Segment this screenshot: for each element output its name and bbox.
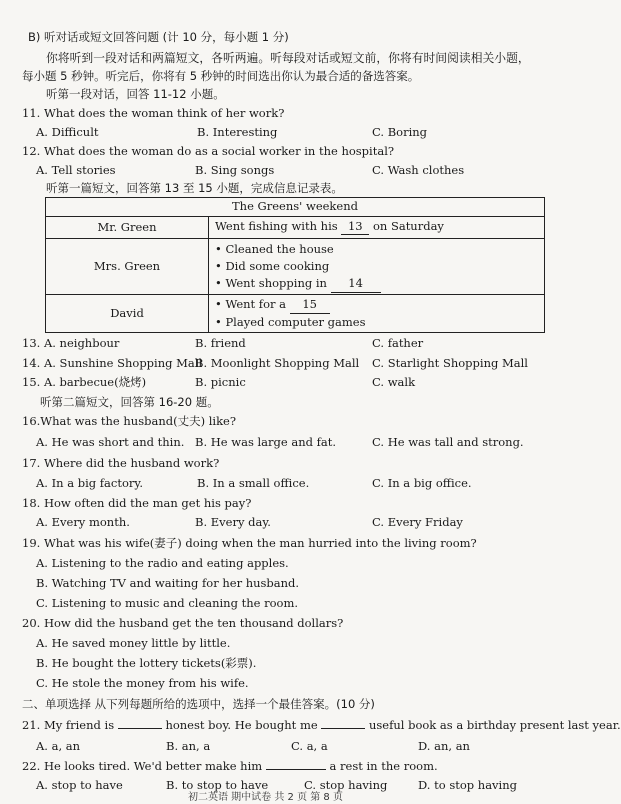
q21-option-c: C. a, a — [291, 739, 328, 753]
q11-option-b: B. Interesting — [197, 125, 278, 139]
q20-stem: 20. How did the husband get the ten thousand dollars? — [22, 616, 344, 630]
q16-option-b: B. He was large and fat. — [195, 435, 337, 449]
q11-option-c: C. Boring — [372, 125, 428, 139]
q22-option-b: B. to stop to have — [166, 778, 269, 792]
blank — [266, 769, 326, 770]
q12-options — [0, 164, 578, 180]
blank — [321, 728, 365, 729]
q15-option-c: C. walk — [372, 375, 416, 389]
q12-option-b: B. Sing songs — [195, 163, 275, 177]
q18-stem: 18. How often did the man get his pay? — [22, 496, 252, 510]
q14-option-a: 14. A. Sunshine Shopping Mall — [22, 356, 203, 370]
blank-13: 13 — [341, 220, 369, 235]
q21-option-b: B. an, a — [166, 739, 211, 753]
q21-options — [0, 740, 578, 756]
q16-option-a: A. He was short and thin. — [36, 435, 185, 449]
q22-option-c: C. stop having — [304, 778, 388, 792]
stem-text: 21. My friend is — [22, 718, 115, 732]
part-b-title: B) 听对话或短文回答问题 (计 10 分，每小题 1 分) — [28, 30, 289, 44]
stem-text: honest boy. He bought me — [165, 718, 318, 732]
row-name: David — [46, 295, 209, 333]
q21-option-d: D. an, an — [418, 739, 470, 753]
q13-option-c: C. father — [372, 336, 424, 350]
passage1-intro: 听第一篇短文，回答第 13 至 15 小题，完成信息记录表。 — [46, 181, 343, 195]
q17-options — [0, 477, 578, 493]
row-detail — [209, 239, 545, 295]
q16-options — [0, 436, 578, 452]
q22-option-a: A. stop to have — [36, 778, 123, 792]
q19-option-c: C. Listening to music and cleaning the room. — [36, 596, 299, 610]
q15-options — [0, 376, 578, 392]
stem-text: a rest in the room. — [329, 759, 438, 773]
q17-stem: 17. Where did the husband work? — [22, 456, 220, 470]
q17-option-b: B. In a small office. — [197, 476, 310, 490]
q15-option-b: B. picnic — [195, 375, 246, 389]
blank-15: 15 — [290, 296, 330, 314]
passage2-intro: 听第二篇短文，回答第 16-20 题。 — [40, 395, 219, 409]
q11-option-a: A. Difficult — [36, 125, 99, 139]
stem-text: useful book as a birthday present last year. — [368, 718, 621, 732]
instruction-line-2: 每小题 5 秒钟。听完后，你将有 5 秒钟的时间选出你认为最合适的备选答案。 — [22, 69, 420, 83]
q18-option-b: B. Every day. — [195, 515, 271, 529]
q22-option-d: D. to stop having — [418, 778, 517, 792]
dialogue-intro: 听第一段对话，回答 11-12 小题。 — [46, 87, 225, 101]
info-record-table — [45, 197, 545, 333]
q20-option-a: A. He saved money little by little. — [36, 636, 231, 650]
q19-stem: 19. What was his wife(妻子) doing when the man hurried into the living room? — [22, 536, 477, 550]
table-row-mr-green — [46, 217, 545, 239]
table-row-mrs-green — [46, 239, 545, 295]
q14-options — [0, 357, 578, 373]
row-detail — [209, 217, 545, 239]
page-footer: 初二英语 期中试卷 共 2 页 第 8 页 — [188, 792, 343, 803]
blank — [118, 728, 162, 729]
q13-option-b: B. friend — [195, 336, 246, 350]
q15-option-a: 15. A. barbecue(烧烤) — [22, 375, 147, 389]
q14-option-c: C. Starlight Shopping Mall — [372, 356, 528, 370]
q11-options — [0, 126, 578, 142]
q13-option-a: 13. A. neighbour — [22, 336, 120, 350]
table-title: The Greens' weekend — [46, 198, 545, 217]
q11-stem: 11. What does the woman think of her work? — [22, 106, 285, 120]
q19-option-a: A. Listening to the radio and eating apples. — [36, 556, 289, 570]
q20-option-c: C. He stole the money from his wife. — [36, 676, 249, 690]
q21-option-a: A. a, an — [36, 739, 81, 753]
row-name: Mr. Green — [46, 217, 209, 239]
section-2-title: 二、单项选择 从下列每题所给的选项中，选择一个最佳答案。(10 分) — [22, 697, 375, 711]
detail-text: • Went shopping in — [215, 275, 331, 290]
q21-stem — [22, 719, 621, 733]
table-row-david — [46, 295, 545, 333]
detail-text: on Saturday — [369, 219, 444, 234]
q18-options — [0, 516, 578, 532]
row-name: Mrs. Green — [46, 239, 209, 295]
q16-option-c: C. He was tall and strong. — [372, 435, 524, 449]
q14-option-b: B. Moonlight Shopping Mall — [195, 356, 360, 370]
q16-stem: 16.What was the husband(丈夫) like? — [22, 414, 237, 428]
q13-options — [0, 337, 578, 353]
detail-text: Went fishing with his — [215, 219, 342, 234]
q18-option-a: A. Every month. — [36, 515, 130, 529]
instruction-line-1: 你将听到一段对话和两篇短文，各听两遍。听每段对话或短文前，你将有时间阅读相关小题， — [46, 51, 530, 65]
detail-text: • Did some cooking — [215, 258, 330, 273]
q12-stem: 12. What does the woman do as a social worker in the hospital? — [22, 144, 395, 158]
detail-text: • Went for a — [215, 297, 290, 311]
q22-stem — [22, 760, 438, 774]
q20-option-b: B. He bought the lottery tickets(彩票). — [36, 656, 257, 670]
stem-text: 22. He looks tired. We'd better make him — [22, 759, 263, 773]
q12-option-c: C. Wash clothes — [372, 163, 465, 177]
q17-option-a: A. In a big factory. — [36, 476, 144, 490]
q18-option-c: C. Every Friday — [372, 515, 463, 529]
row-detail — [209, 295, 545, 333]
q19-option-b: B. Watching TV and waiting for her husband. — [36, 576, 300, 590]
detail-text: • Played computer games — [215, 315, 366, 329]
q17-option-c: C. In a big office. — [372, 476, 472, 490]
detail-text: • Cleaned the house — [215, 241, 334, 256]
q12-option-a: A. Tell stories — [36, 163, 116, 177]
blank-14: 14 — [331, 275, 381, 293]
